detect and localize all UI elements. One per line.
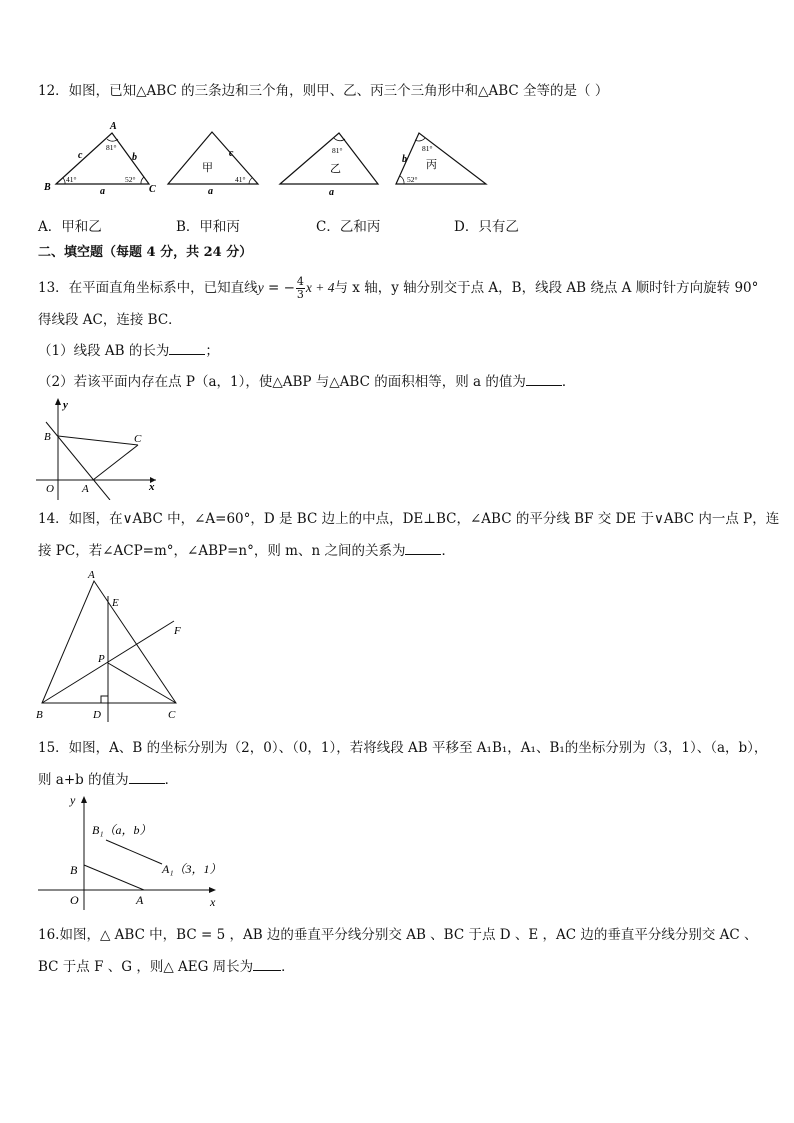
svg-text:b: b [132,152,137,163]
svg-text:52°: 52° [407,175,418,184]
svg-text:c: c [78,150,83,161]
q14-figure [34,566,194,722]
q15-line2: 则 a+b 的值为 ． [38,772,179,788]
q12-figure [36,118,506,198]
svg-text:B₁（a，b）: B₁（a，b） [92,823,152,837]
svg-text:C: C [134,433,142,445]
answer-blank [405,542,441,555]
svg-text:B: B [36,709,43,721]
svg-text:y: y [70,793,76,807]
svg-text:41°: 41° [235,175,246,184]
svg-text:a: a [208,186,213,197]
triangle-bing [396,133,486,184]
section-heading: 二、填空题（每题 4 分，共 24 分） [38,245,253,260]
svg-text:41°: 41° [66,175,77,184]
svg-text:A: A [82,483,89,495]
q12-text: 12．如图，已知△ABC 的三条边和三个角，则甲、乙、丙三个三角形中和△ABC 全等的是（ ） [38,83,609,99]
svg-text:F: F [174,625,181,637]
svg-text:P: P [98,653,105,665]
svg-text:D: D [93,709,101,721]
svg-text:81°: 81° [106,143,117,152]
q13-figure [36,396,166,500]
svg-text:A₁（3，1）: A₁（3，1） [162,862,222,876]
svg-text:A: A [88,569,95,581]
svg-text:乙: 乙 [330,163,341,175]
q13-part2: （2）若该平面内存在点 P（a，1），使△ABP 与△ABC 的面积相等，则 a 的值为 ． [38,374,576,390]
svg-text:B: B [70,863,78,877]
q12-option-d: D．只有乙 [454,219,519,235]
svg-text:C: C [149,184,156,195]
q16-line2: BC 于点 F 、G ，则△ AEG 周长为 ． [38,959,295,975]
triangle-jia [168,132,258,197]
svg-text:x: x [210,895,216,909]
svg-text:a: a [100,186,105,197]
q13-line1: 13．在平面直角坐标系中，已知直线y = − $\frac{4}{3}$ x + 4与 x 轴，y 轴分别交于点 A，B，线段 AB 绕点 A 顺时针方向旋转 90° [38,275,759,301]
q14-line1: 14．如图，在∨ABC 中，∠A=60°，D 是 BC 边上的中点，DE⊥BC，∠ABC 的平分线 BF 交 DE 于∨ABC 内一点 P，连 [38,511,780,527]
svg-text:O: O [46,483,54,495]
svg-text:B: B [44,182,51,193]
svg-text:81°: 81° [332,146,343,155]
svg-text:52°: 52° [125,175,136,184]
answer-blank [526,373,562,386]
svg-text:b: b [402,154,407,165]
q12-option-a: A．甲和乙 [38,219,102,235]
q13-line2: 得线段 AC，连接 BC． [38,312,182,328]
q12-option-b: B．甲和丙 [176,219,240,235]
triangle-yi [280,133,378,198]
svg-text:O: O [70,893,79,907]
svg-text:x: x [149,481,155,493]
svg-text:a: a [329,187,334,198]
svg-text:c: c [229,148,234,159]
svg-text:C: C [168,709,176,721]
svg-text:A: A [136,893,144,907]
svg-text:B: B [44,431,51,443]
answer-blank [129,771,165,784]
answer-blank [253,958,281,971]
answer-blank [169,342,205,355]
svg-text:81°: 81° [422,144,433,153]
q16-line1: 16.如图，△ ABC 中，BC = 5 ，AB 边的垂直平分线分别交 AB 、BC 于点 D 、E ，AC 边的垂直平分线分别交 AC 、 [38,927,758,943]
q15-line1: 15．如图，A、B 的坐标分别为（2，0）、（0，1），若将线段 AB 平移至 A₁B₁，A₁、B₁的坐标分别为（3，1）、（a，b）， [38,740,768,756]
svg-text:y: y [63,399,68,411]
svg-text:甲: 甲 [202,162,213,174]
q15-figure [36,790,236,910]
q13-part1: （1）线段 AB 的长为 ； [38,343,219,359]
svg-text:丙: 丙 [426,159,437,171]
triangle-abc [43,121,156,197]
svg-text:E: E [112,597,119,609]
q14-line2: 接 PC，若∠ACP=m°，∠ABP=n°，则 m、n 之间的关系为 ． [38,543,455,559]
svg-text:A: A [110,121,117,132]
q12-option-c: C．乙和丙 [316,219,381,235]
